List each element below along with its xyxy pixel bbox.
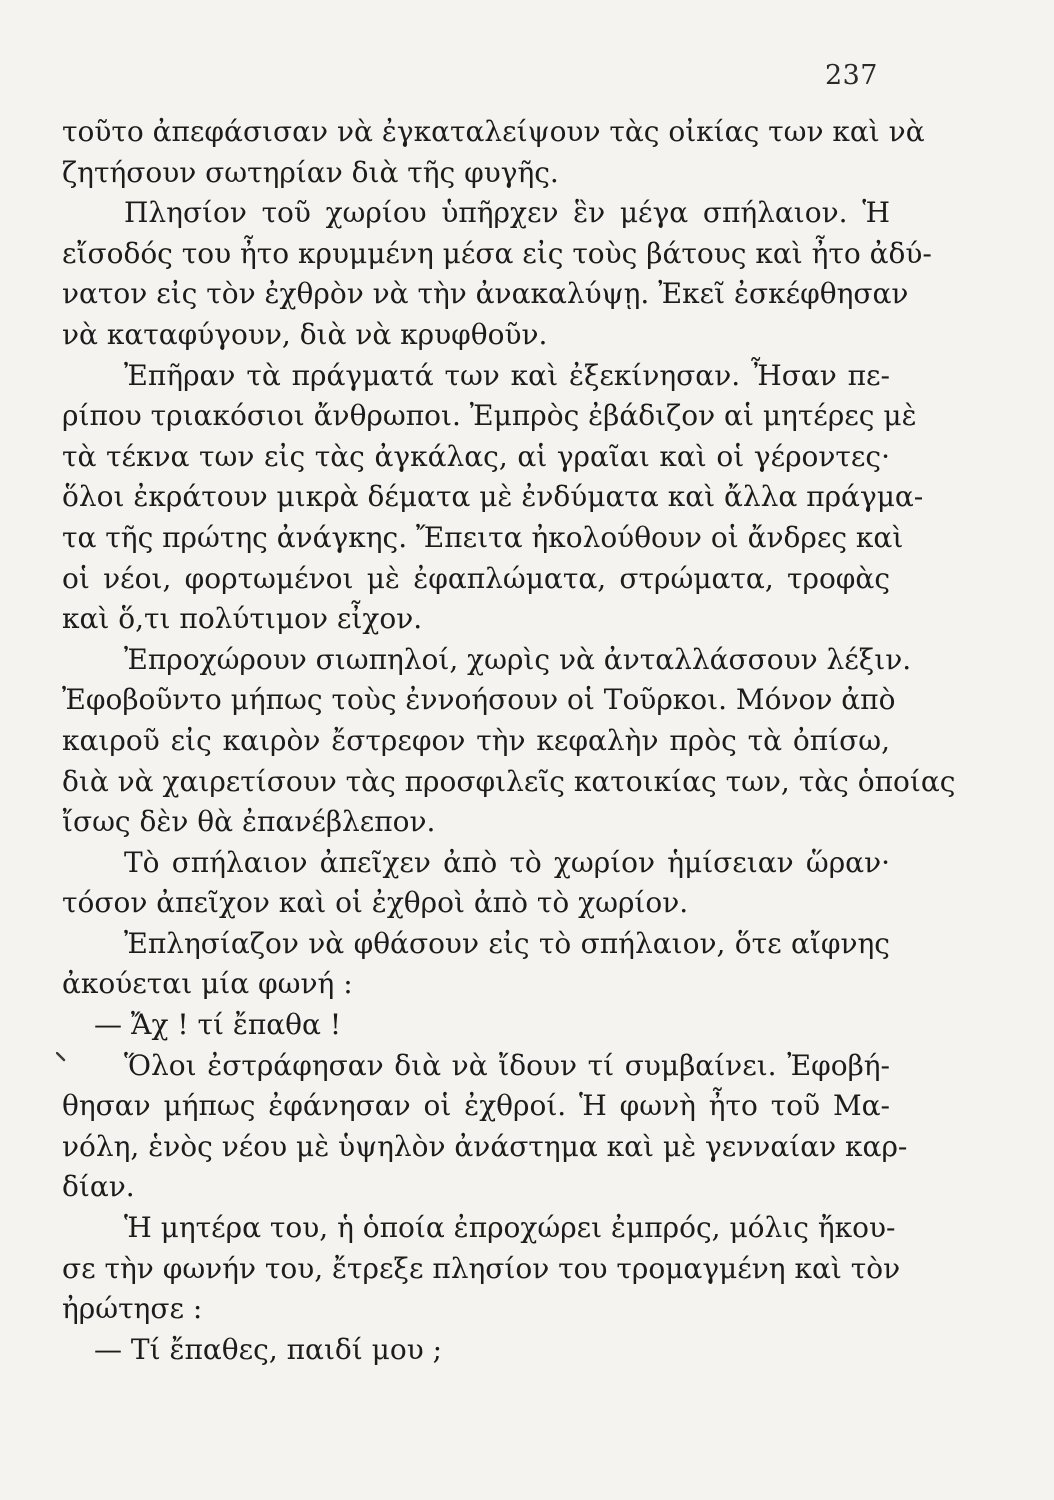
text-line: ἀκούεται μία φωνή :	[62, 967, 353, 1001]
text-line: σε τὴν φωνήν του, ἔτρεξε πλησίον του τρομαγμένη καὶ τὸν	[62, 1251, 901, 1285]
text-line: νόλη, ἑνὸς νέου μὲ ὑψηλὸν ἀνάστημα καὶ μὲ γενναίαν καρ-	[62, 1129, 908, 1163]
text-line: Ἐπροχώρουν σιωπηλοί, χωρὶς νὰ ἀνταλλάσσουν λέξιν.	[124, 642, 912, 676]
text-line: Ἐπῆραν τὰ πράγματά των καὶ ἐξεκίνησαν. Ἦσαν πε-	[124, 358, 890, 392]
text-line: ἠρώτησε :	[62, 1292, 203, 1326]
body-text	[62, 112, 956, 1370]
text-line: Τὸ σπήλαιον ἀπεῖχεν ἀπὸ τὸ χωρίον ἡμίσειαν ὥραν·	[124, 845, 890, 879]
text-line: νατον εἰς τὸν ἐχθρὸν νὰ τὴν ἀνακαλύψῃ. Ἐκεῖ ἐσκέφθησαν	[62, 277, 909, 311]
text-line: ἴσως δὲν θὰ ἐπανέβλεπον.	[62, 805, 436, 839]
text-line: εἴσοδός του ἦτο κρυμμένη μέσα εἰς τοὺς βάτους καὶ ἦτο ἀδύ-	[62, 236, 932, 270]
text-line: — Ἄχ ! τί ἔπαθα !	[94, 1008, 342, 1042]
text-line: — Τί ἔπαθες, παιδί μου ;	[94, 1332, 443, 1366]
text-line: Πλησίον τοῦ χωρίου ὑπῆρχεν ἓν μέγα σπήλαιον. Ἡ	[124, 196, 890, 230]
text-line: Ἐφοβοῦντο μήπως τοὺς ἐννοήσουν οἱ Τοῦρκοι. Μόνον ἀπὸ	[62, 683, 896, 717]
text-line: τα τῆς πρώτης ἀνάγκης. Ἔπειτα ἠκολούθουν οἱ ἄνδρες καὶ	[62, 520, 904, 554]
text-line: Ἐπλησίαζον νὰ φθάσουν εἰς τὸ σπήλαιον, ὅτε αἴφνης	[124, 926, 890, 960]
text-line: τοῦτο ἀπεφάσισαν νὰ ἐγκαταλείψουν τὰς οἰκίας των καὶ νὰ	[62, 115, 925, 148]
text-line: ὅλοι ἐκράτουν μικρὰ δέματα μὲ ἐνδύματα καὶ ἄλλα πράγμα-	[62, 480, 924, 514]
text-line: οἱ νέοι, φορτωμένοι μὲ ἐφαπλώματα, στρώματα, τροφὰς	[62, 561, 890, 595]
text-line: Ὅλοι ἐστράφησαν διὰ νὰ ἴδουν τί συμβαίνει. Ἐφοβή-	[124, 1048, 890, 1082]
text-line: διὰ νὰ χαιρετίσουν τὰς προσφιλεῖς κατοικίας των, τὰς ὁποίας	[62, 764, 956, 798]
text-line: δίαν.	[62, 1170, 135, 1204]
text-line: Ἡ μητέρα του, ἡ ὁποία ἐπροχώρει ἐμπρός, μόλις ἤκου-	[124, 1211, 896, 1245]
text-line: καιροῦ εἰς καιρὸν ἔστρεφον τὴν κεφαλὴν πρὸς τὰ ὀπίσω,	[62, 723, 890, 757]
text-line: καὶ ὅ,τι πολύτιμον εἶχον.	[62, 602, 423, 636]
ink-speck	[56, 1052, 66, 1062]
text-line: τόσον ἀπεῖχον καὶ οἱ ἐχθροὶ ἀπὸ τὸ χωρίον.	[62, 886, 689, 920]
text-line: θησαν μήπως ἐφάνησαν οἱ ἐχθροί. Ἡ φωνὴ ἦτο τοῦ Μα-	[62, 1089, 890, 1123]
page-number: 237	[824, 60, 878, 91]
text-line: τὰ τέκνα των εἰς τὰς ἀγκάλας, αἱ γραῖαι καὶ οἱ γέροντες·	[62, 439, 890, 473]
text-line: νὰ καταφύγουν, διὰ νὰ κρυφθοῦν.	[62, 317, 548, 351]
text-line: ρίπου τριακόσιοι ἄνθρωποι. Ἐμπρὸς ἐβάδιζον αἱ μητέρες μὲ	[62, 399, 917, 433]
text-line: ζητήσουν σωτηρίαν διὰ τῆς φυγῆς.	[62, 155, 559, 189]
